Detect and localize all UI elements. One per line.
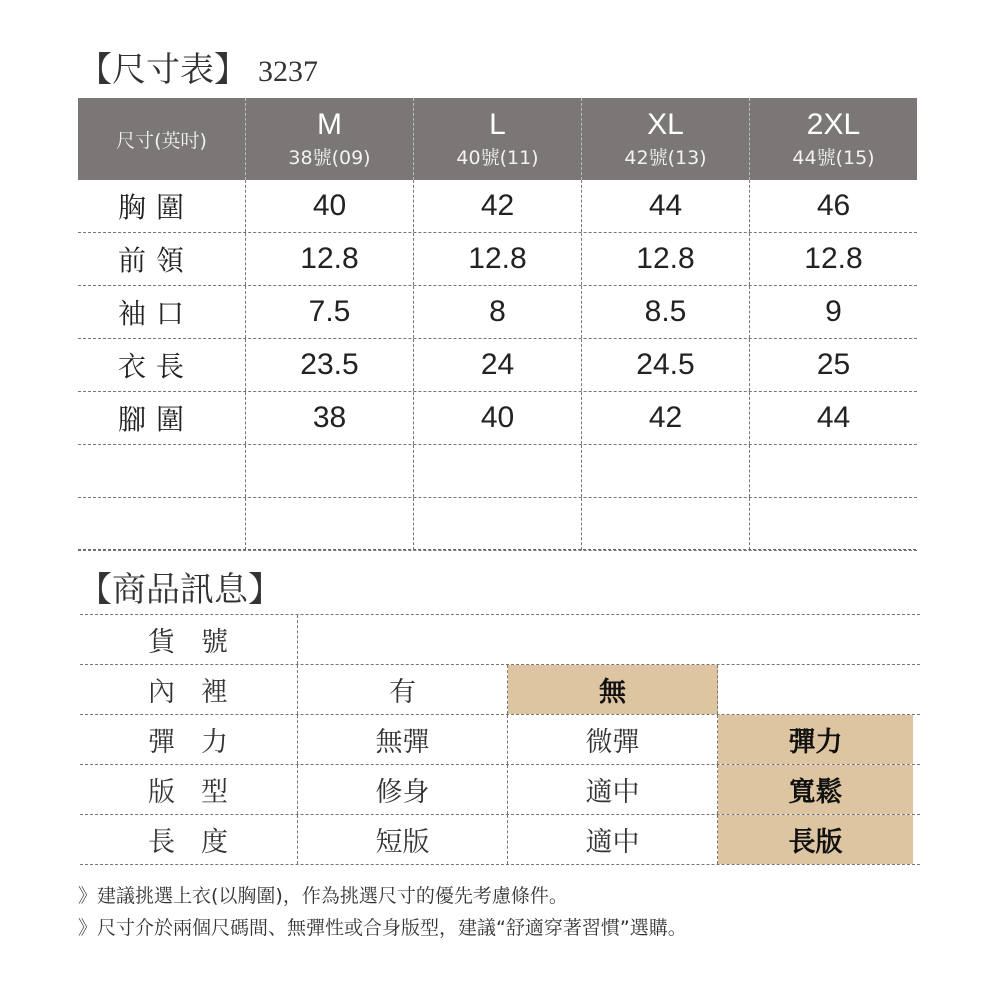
- product-info-table: [80, 614, 920, 865]
- size-row: [78, 498, 917, 551]
- size-row: [78, 233, 917, 286]
- size-value-cell: 40: [245, 180, 413, 232]
- size-header-l: [413, 98, 581, 180]
- size-value-cell: [413, 445, 581, 497]
- info-row-label: 版型: [80, 765, 298, 814]
- size-sub: 40號(11): [456, 146, 539, 169]
- size-value-cell: 42: [413, 180, 581, 232]
- size-row-label: 腳圍: [118, 403, 195, 436]
- size-value-cell: [749, 445, 917, 497]
- size-table-header: [78, 98, 917, 180]
- size-value-cell: 12.8: [245, 233, 413, 285]
- size-row-label: [78, 498, 245, 550]
- product-info-title: 【商品訊息】: [78, 570, 282, 610]
- size-value-cell: [413, 498, 581, 550]
- info-row-label: 貨號: [80, 615, 298, 664]
- size-name: M: [317, 107, 342, 141]
- info-option-cell: 有: [298, 665, 508, 714]
- size-header-m: [245, 98, 413, 180]
- size-row-label: 衣長: [118, 350, 195, 383]
- info-option-cell: 適中: [508, 815, 718, 864]
- info-row-label: 內裡: [80, 665, 298, 714]
- size-sub: 38號(09): [288, 146, 371, 169]
- size-value-cell: [581, 498, 749, 550]
- size-row: [78, 392, 917, 445]
- size-table: [78, 98, 917, 551]
- size-row: [78, 445, 917, 498]
- size-value-cell: 8.5: [581, 286, 749, 338]
- info-row-label: 彈力: [80, 715, 298, 764]
- size-row: [78, 286, 917, 339]
- size-header-xl: [581, 98, 749, 180]
- size-row-label: [78, 445, 245, 497]
- size-value-cell: [245, 498, 413, 550]
- info-row-label: 長度: [80, 815, 298, 864]
- size-value-cell: 25: [749, 339, 917, 391]
- info-option-cell: 適中: [508, 765, 718, 814]
- size-value-cell: 38: [245, 392, 413, 444]
- size-name: 2XL: [806, 107, 861, 141]
- size-value-cell: 12.8: [581, 233, 749, 285]
- size-value-cell: 12.8: [413, 233, 581, 285]
- info-row: [80, 765, 920, 815]
- section-divider: [78, 549, 916, 550]
- info-option-cell: 短版: [298, 815, 508, 864]
- size-value-cell: 24: [413, 339, 581, 391]
- info-option-cell: 無彈: [298, 715, 508, 764]
- size-chart-title-text: 【尺寸表】: [78, 50, 248, 90]
- size-value-cell: [749, 498, 917, 550]
- header-label: 尺寸(英吋): [116, 129, 207, 152]
- size-name: XL: [647, 107, 684, 141]
- info-row-item-no: [80, 615, 920, 665]
- note-line: 》建議挑選上衣(以胸圍)，作為挑選尺寸的優先考慮條件。: [78, 885, 568, 907]
- size-value-cell: 24.5: [581, 339, 749, 391]
- size-value-cell: 23.5: [245, 339, 413, 391]
- size-chart-title: [78, 50, 318, 92]
- product-info-rows: [80, 665, 920, 865]
- info-option-cell: 無: [508, 665, 718, 714]
- size-table-body: [78, 180, 917, 551]
- info-option-cell: 長版: [718, 815, 913, 864]
- info-row: [80, 815, 920, 865]
- size-sub: 42號(13): [624, 146, 707, 169]
- info-option-cell: 微彈: [508, 715, 718, 764]
- size-row: [78, 180, 917, 233]
- size-sub: 44號(15): [792, 146, 875, 169]
- size-row-label: 袖口: [118, 297, 195, 330]
- product-code: 3237: [258, 55, 318, 88]
- header-label-cell: [78, 98, 245, 180]
- info-option-cell: 寬鬆: [718, 765, 913, 814]
- size-value-cell: 7.5: [245, 286, 413, 338]
- size-value-cell: [581, 445, 749, 497]
- item-no-value: [298, 615, 920, 664]
- size-value-cell: 42: [581, 392, 749, 444]
- size-value-cell: 44: [749, 392, 917, 444]
- size-row-label: 前領: [118, 244, 195, 277]
- size-row-label: 胸圍: [118, 191, 195, 224]
- size-name: L: [489, 107, 506, 141]
- notes: [78, 880, 687, 944]
- note-line: 》尺寸介於兩個尺碼間、無彈性或合身版型，建議“舒適穿著習慣”選購。: [78, 917, 687, 939]
- size-value-cell: 8: [413, 286, 581, 338]
- info-row: [80, 715, 920, 765]
- size-value-cell: 46: [749, 180, 917, 232]
- info-option-cell: 修身: [298, 765, 508, 814]
- size-header-2xl: [749, 98, 917, 180]
- size-row: [78, 339, 917, 392]
- size-value-cell: 12.8: [749, 233, 917, 285]
- size-value-cell: 40: [413, 392, 581, 444]
- info-option-cell: 彈力: [718, 715, 913, 764]
- info-option-cell: [718, 665, 913, 714]
- info-row: [80, 665, 920, 715]
- size-value-cell: [245, 445, 413, 497]
- size-value-cell: 9: [749, 286, 917, 338]
- size-value-cell: 44: [581, 180, 749, 232]
